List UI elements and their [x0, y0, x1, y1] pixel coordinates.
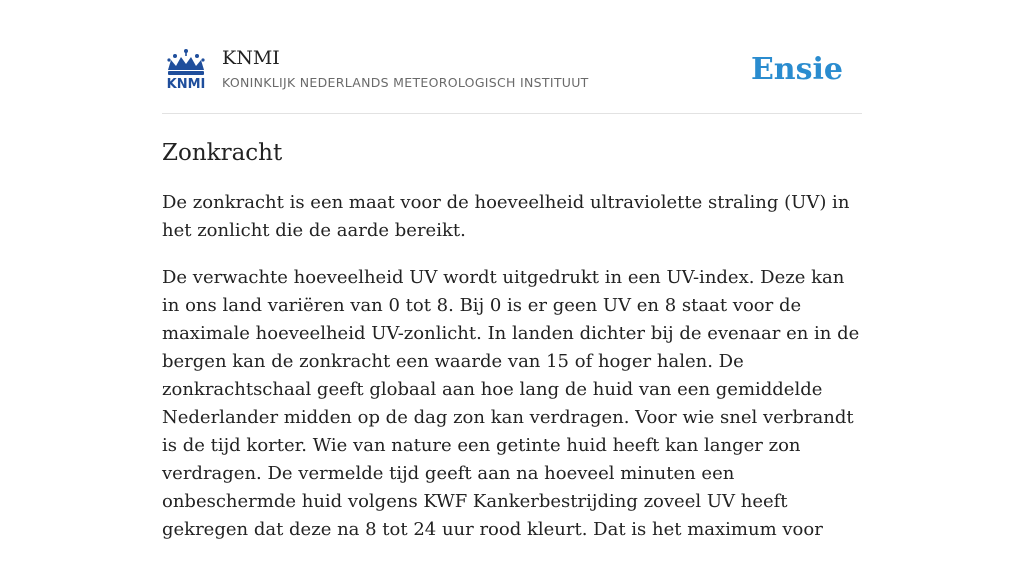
org-name: KNMI: [222, 47, 280, 69]
ensie-brand-link[interactable]: Ensie: [750, 52, 843, 87]
article-paragraph: De verwachte hoeveelheid UV wordt uitgedrukt in een UV-index. Deze kan in ons land variëren van 0 tot 8. Bij 0 is er geen UV en 8 staat voor de maximale hoeveelheid UV-zonlicht. In landen dichter bij de evenaar en in de bergen kan de zonkracht een waarde van 15 of hoger halen. De zonkrachtschaal geeft globaal aan hoe lang de huid van een gemiddelde Nederlander midden op de dag zon kan verdragen. Voor wie snel verbrandt is de tijd korter. Wie van nature een getinte huid heeft kan langer zon verdragen. De vermelde tijd geeft aan na hoeveel minuten een onbeschermde huid volgens KWF Kankerbestrijding zoveel UV heeft gekregen dat deze na 8 tot 24 uur rood kleurt. Dat is het maximum voor: [162, 267, 860, 540]
logo-text: KNMI: [166, 77, 206, 92]
article-title: Zonkracht: [162, 140, 283, 166]
org-full-name: KONINKLIJK NEDERLANDS METEOROLOGISCH INSTITUUT: [222, 75, 589, 90]
article-body: [162, 189, 862, 563]
knmi-crown-logo[interactable]: [162, 48, 210, 90]
site-header: [162, 0, 862, 114]
article-paragraph: De zonkracht is een maat voor de hoeveelheid ultraviolette straling (UV) in het zonlicht die de aarde bereikt.: [162, 192, 850, 241]
content-container: [162, 0, 862, 540]
